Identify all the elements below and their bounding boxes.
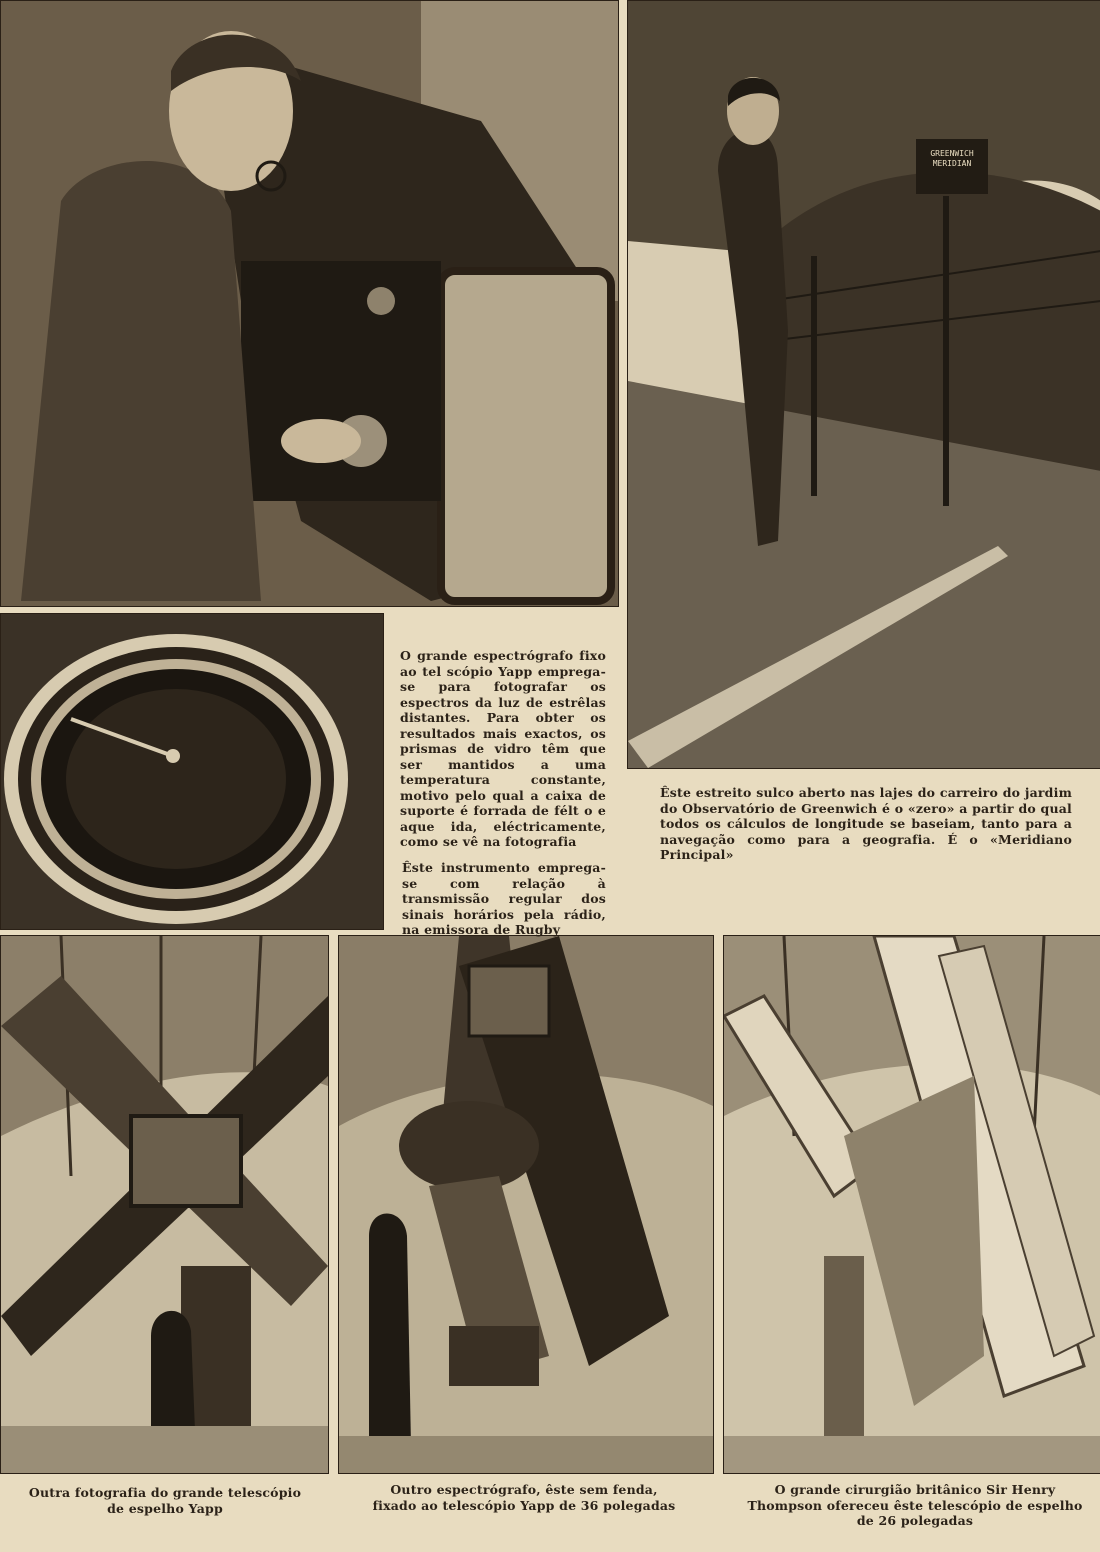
caption-yapp-telescope: Outra fotografia do grande telescópio de espelho Yapp	[28, 1485, 302, 1516]
photo-time-signal-instrument	[0, 613, 384, 930]
yapp-telescope-illustration	[1, 936, 328, 1473]
caption-thompson-telescope: O grande cirurgião britânico Sir Henry Thompson ofereceu êste telescópio de espelho de 26 polegadas	[747, 1482, 1083, 1528]
meridian-illustration	[628, 1, 1100, 768]
photo-yapp-telescope	[0, 935, 329, 1474]
thompson-telescope-illustration	[724, 936, 1100, 1473]
caption-meridian: Êste estreito sulco aberto nas lajes do carreiro do jardim do Observatório de Greenwich é o «zero» a partir do qual todos os cálculos de longitude se baseiam, tanto para a navegação como para a geografia. É o «Meridiano Principal»	[660, 785, 1072, 862]
slitless-spectrograph-illustration	[339, 936, 713, 1473]
meridian-sign	[916, 149, 988, 169]
caption-slitless-spectrograph: Outro espectrógrafo, êste sem fenda, fixado ao telescópio Yapp de 36 polegadas	[372, 1482, 676, 1513]
photo-greenwich-meridian	[627, 0, 1100, 769]
meridian-sign-line1: GREENWICH	[930, 149, 974, 158]
meridian-sign-line2: MERIDIAN	[932, 159, 972, 168]
photo-thompson-telescope	[723, 935, 1100, 1474]
photo-slitless-spectrograph	[338, 935, 714, 1474]
caption-instrument: Êste instrumento emprega-se com relação à transmissão regular dos sinais horários pela rádio, na emissora de Rugby	[402, 860, 606, 937]
spectrograph-illustration	[1, 1, 618, 606]
instrument-illustration	[1, 614, 383, 929]
photo-spectrograph-scientist	[0, 0, 619, 607]
caption-spectrograph: O grande espectrógrafo fixo ao tel scópio Yapp emprega-se para fotografar os espectros da luz de estrêlas distantes. Para obter os resultados mais exactos, os prismas de vidro têm que ser mantidos a uma temperatura constante, motivo pelo qual a caixa de suporte é forrada de félt o e aque ida, eléctricamente, como se vê na fotografia	[400, 648, 606, 849]
